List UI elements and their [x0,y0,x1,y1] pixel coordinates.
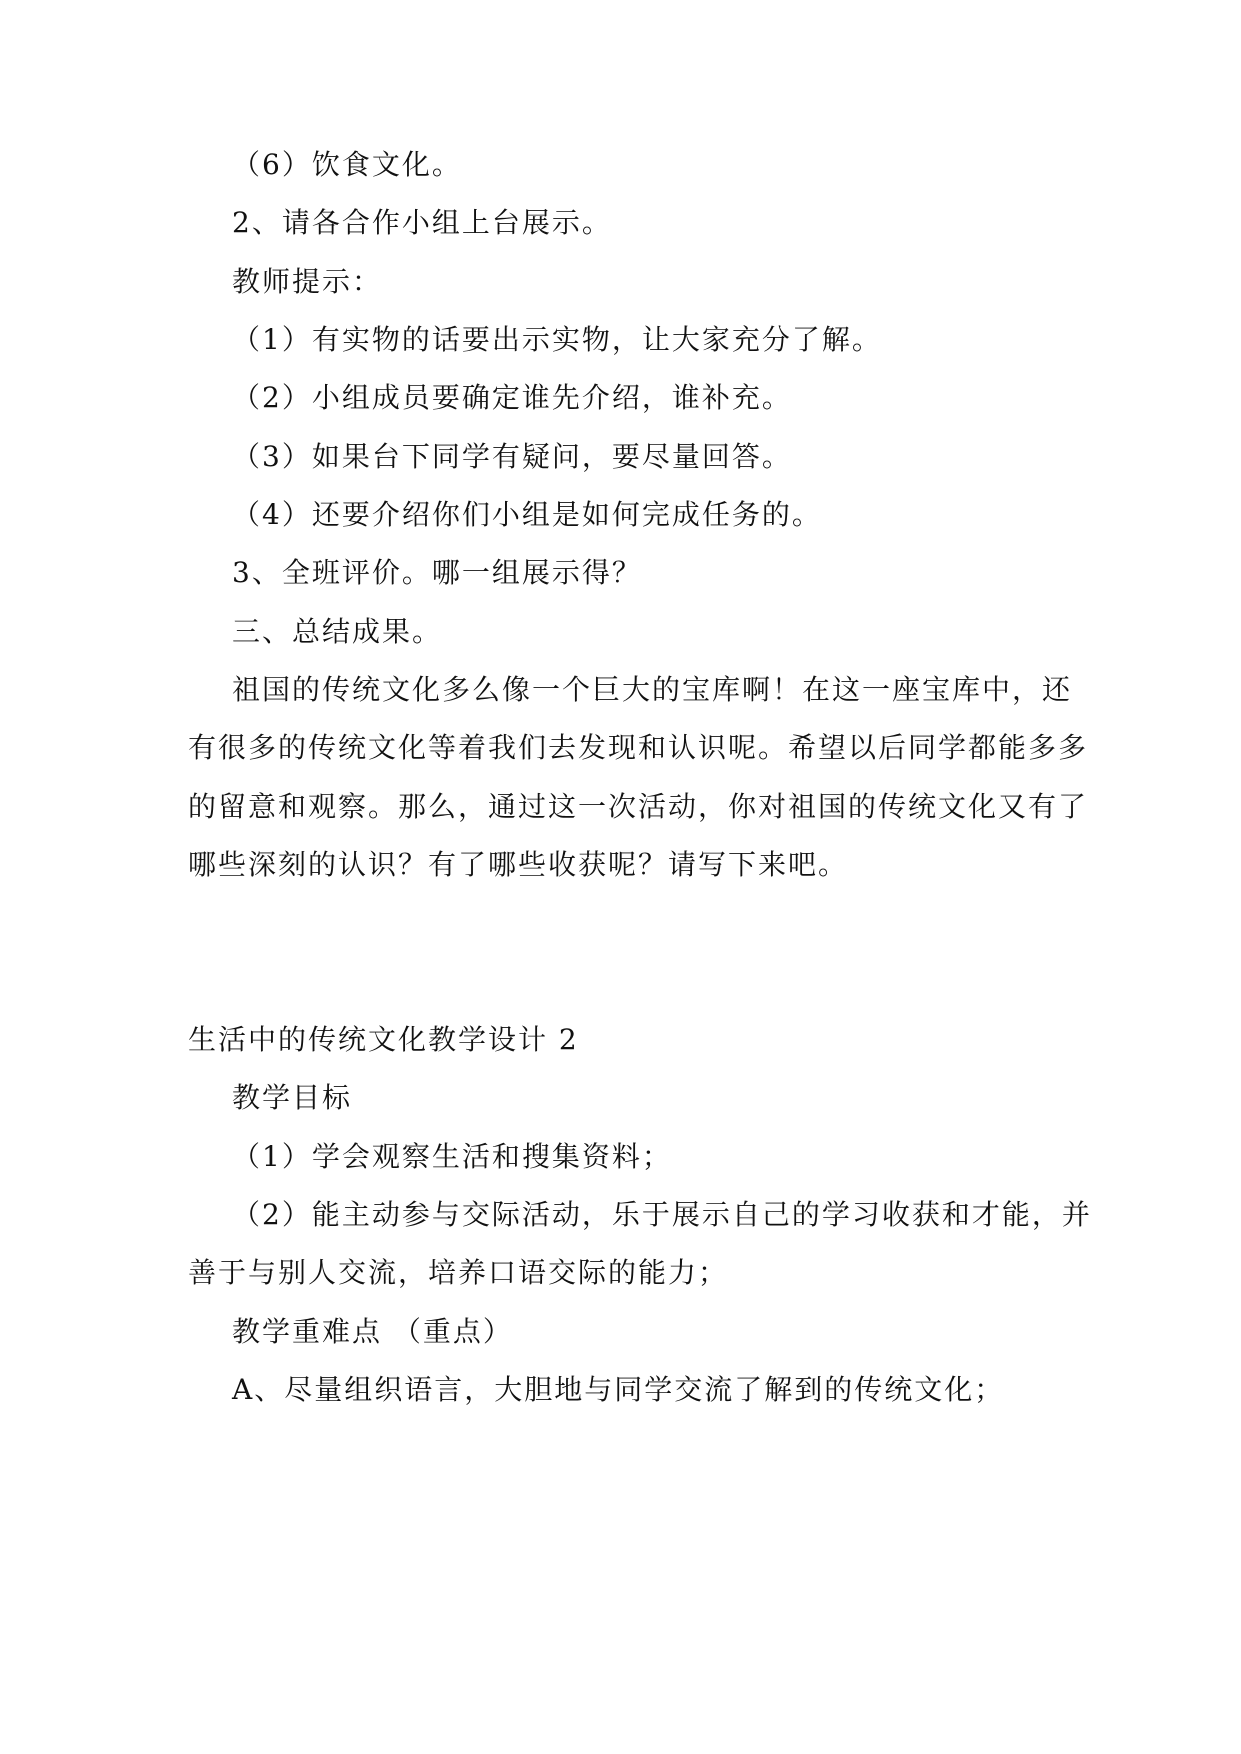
summary-paragraph-line-2: 有很多的传统文化等着我们去发现和认识呢。希望以后同学都能多多 [188,731,1089,764]
goal-item-2-line-2: 善于与别人交流，培养口语交际的能力； [188,1256,729,1289]
tip-item-4: （4）还要介绍你们小组是如何完成任务的。 [232,498,822,531]
teaching-goals-heading: 教学目标 [232,1081,353,1114]
goal-item-2-line-1: （2）能主动参与交际活动，乐于展示自己的学习收获和才能，并 [232,1198,1092,1231]
part-3-heading: 三、总结成果。 [232,615,443,648]
summary-paragraph-line-3: 的留意和观察。那么，通过这一次活动，你对祖国的传统文化又有了 [188,790,1089,823]
summary-paragraph-line-1: 祖国的传统文化多么像一个巨大的宝库啊！在这一座宝库中，还 [232,673,1073,706]
step-3-class-evaluation: 3、全班评价。哪一组展示得？ [232,556,642,589]
tip-item-3: （3）如果台下同学有疑问，要尽量回答。 [232,440,792,473]
tip-item-1: （1）有实物的话要出示实物，让大家充分了解。 [232,323,882,356]
key-points-heading: 教学重难点 （重点） [232,1315,513,1348]
goal-item-1: （1）学会观察生活和搜集资料； [232,1140,672,1173]
section-title: 生活中的传统文化教学设计 2 [188,1023,579,1056]
key-point-a: A、尽量组织语言，大胆地与同学交流了解到的传统文化； [232,1373,1005,1406]
tip-item-2: （2）小组成员要确定谁先介绍，谁补充。 [232,381,792,414]
teacher-tip-heading: 教师提示： [232,265,383,298]
step-2-group-presentation: 2、请各合作小组上台展示。 [232,206,612,239]
list-item-diet-culture: （6）饮食文化。 [232,148,462,181]
summary-paragraph-line-4: 哪些深刻的认识？有了哪些收获呢？请写下来吧。 [188,848,849,881]
